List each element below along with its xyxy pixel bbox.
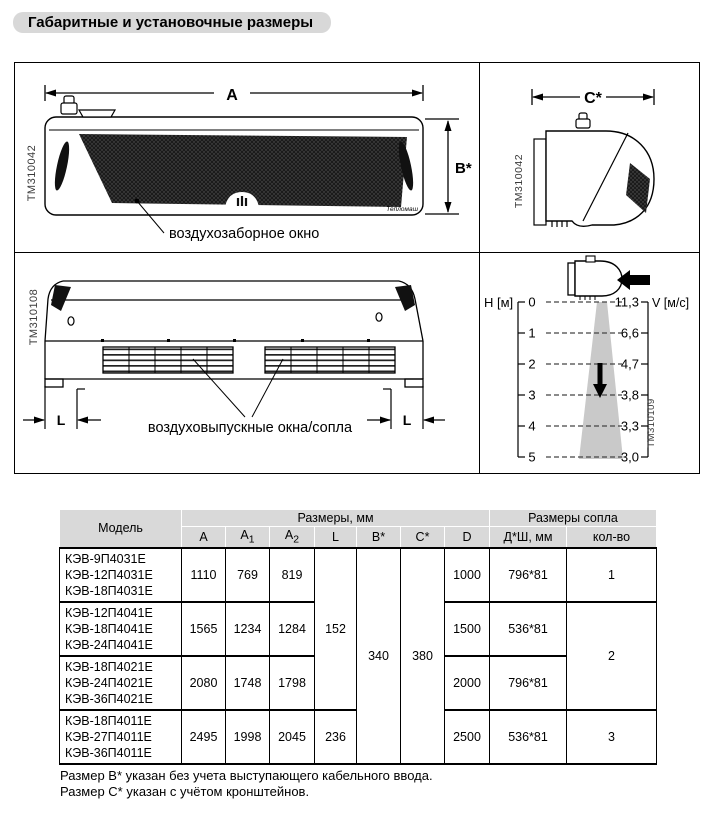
col-header-a2: $A_2$ [270,527,315,548]
svg-text:3,8: 3,8 [620,387,639,403]
table-header [60,510,657,548]
value-a1: 769 [226,548,270,602]
bottom-view-diagram [15,253,480,471]
col-header-l: L [315,527,357,548]
keyhole-right [376,313,382,321]
col-group-nozzle: Размеры сопла [490,510,657,527]
value-b: 340 [357,548,401,764]
value-l: 236 [315,710,357,764]
svg-text:3,0: 3,0 [620,449,639,465]
col-header-a1: $A_1$ [226,527,270,548]
value-d: 2000 [445,656,490,710]
model-name: КЭВ-18П4031Е [65,583,153,598]
col-header-b: B* [357,527,401,548]
value-a1: 1998 [226,710,270,764]
cable-gland-icon [61,96,115,117]
value-a: 1110 [182,548,226,602]
value-a: 2080 [182,656,226,710]
dimensions-table [59,509,657,765]
value-nozzle: 536*81 [490,710,567,764]
v-axis-label: V [м/с] [652,296,690,310]
airflow-diagram [480,253,699,472]
page-title: Габаритные и установочные размеры [13,12,331,33]
model-name: КЭВ-18П4021Е [65,659,153,674]
end-vent-left [51,285,71,311]
figure-code: ТМ310042 [513,153,525,209]
figure-code: ТМ310109 [646,398,657,448]
svg-text:3,3: 3,3 [620,418,639,434]
outlet-callout-label: воздуховыпускные окна/сопла [147,420,353,436]
model-name: КЭВ-27П4011Е [65,729,152,744]
value-qty: 1 [567,548,657,602]
value-a: 2495 [182,710,226,764]
value-c: 380 [401,548,445,764]
col-header-d: D [445,527,490,548]
h-axis-label: H [м] [484,295,514,310]
airflow-panel [480,253,699,473]
col-header-qty: кол-во [567,527,657,548]
svg-text:5: 5 [528,449,536,465]
value-a2: 819 [270,548,315,602]
dim-b-line [425,119,459,214]
model-name: КЭВ-36П4011Е [65,745,152,760]
model-cell [60,656,182,710]
h-axis [518,302,525,457]
footnotes [60,768,433,800]
diagram-frame [14,62,700,474]
col-header-model: Модель [60,510,182,548]
brand-label: Тепломаш [386,206,418,213]
model-cell [60,548,182,602]
subscript: 1 [248,534,255,546]
terminal-teeth [552,221,567,227]
svg-text:11,3: 11,3 [614,294,639,310]
model-name: КЭВ-36П4021Е [65,691,153,706]
value-qty: 2 [567,602,657,710]
front-view-diagram [15,63,480,253]
table-row [60,548,657,602]
value-a2: 1798 [270,656,315,710]
outlet-grille-left [103,347,233,373]
col-header-a: A [182,527,226,548]
value-nozzle: 796*81 [490,548,567,602]
intake-callout-label: воздухозаборное окно [169,226,320,242]
side-view-panel [480,63,699,253]
subscript: 2 [293,534,300,546]
value-nozzle: 796*81 [490,656,567,710]
end-vent-right [395,285,415,311]
footnote-b: Размер В* указан без учета выступающего кабельного ввода. [60,768,433,783]
svg-text:0: 0 [528,294,536,310]
dim-l-left-label: L [56,412,66,428]
svg-text:1: 1 [528,325,536,341]
outlet-grille-right [265,347,395,373]
value-a1: 1234 [226,602,270,656]
dim-l-right-label: L [402,412,412,428]
figure-code: ТМ310042 [26,144,38,202]
value-a: 1565 [182,602,226,656]
dim-a-label: A [226,87,238,104]
keyhole-left [68,317,74,325]
col-group-sizes: Размеры, мм [182,510,490,527]
model-name: КЭВ-24П4041Е [65,637,153,652]
col-header-c: C* [401,527,445,548]
value-l: 152 [315,548,357,710]
cable-gland-icon [576,113,590,128]
svg-text:4: 4 [528,418,536,434]
svg-text:6,6: 6,6 [620,325,639,341]
bottom-view-panel [15,253,480,473]
dim-c-label: C* [584,90,602,107]
model-cell [60,602,182,656]
dim-b-label: B* [455,160,472,177]
value-nozzle: 536*81 [490,602,567,656]
value-a2: 1284 [270,602,315,656]
footnote-c: Размер С* указан с учётом кронштейнов. [60,784,310,799]
model-cell [60,710,182,764]
model-name: КЭВ-24П4021Е [65,675,153,690]
inflow-arrow-icon [617,270,650,290]
value-qty: 3 [567,710,657,764]
svg-text:2: 2 [528,356,536,372]
model-name: КЭВ-9П4031Е [65,551,146,566]
figure-code: ТМ310108 [28,288,40,346]
model-name: КЭВ-18П4011Е [65,713,152,728]
col-header-nozzle-size: Д*Ш, мм [490,527,567,548]
svg-text:3: 3 [528,387,536,403]
side-view-diagram [480,63,699,253]
value-d: 2500 [445,710,490,764]
h-tick-labels [528,295,535,465]
mount-bracket [534,139,546,225]
model-name: КЭВ-18П4041Е [65,621,153,636]
front-view-panel [15,63,480,253]
svg-text:4,7: 4,7 [620,356,639,372]
model-name: КЭВ-12П4041Е [65,605,153,620]
value-d: 1000 [445,548,490,602]
value-a2: 2045 [270,710,315,764]
unit-icon [568,256,622,300]
value-a1: 1748 [226,656,270,710]
value-d: 1500 [445,602,490,656]
model-name: КЭВ-12П4031Е [65,567,153,582]
